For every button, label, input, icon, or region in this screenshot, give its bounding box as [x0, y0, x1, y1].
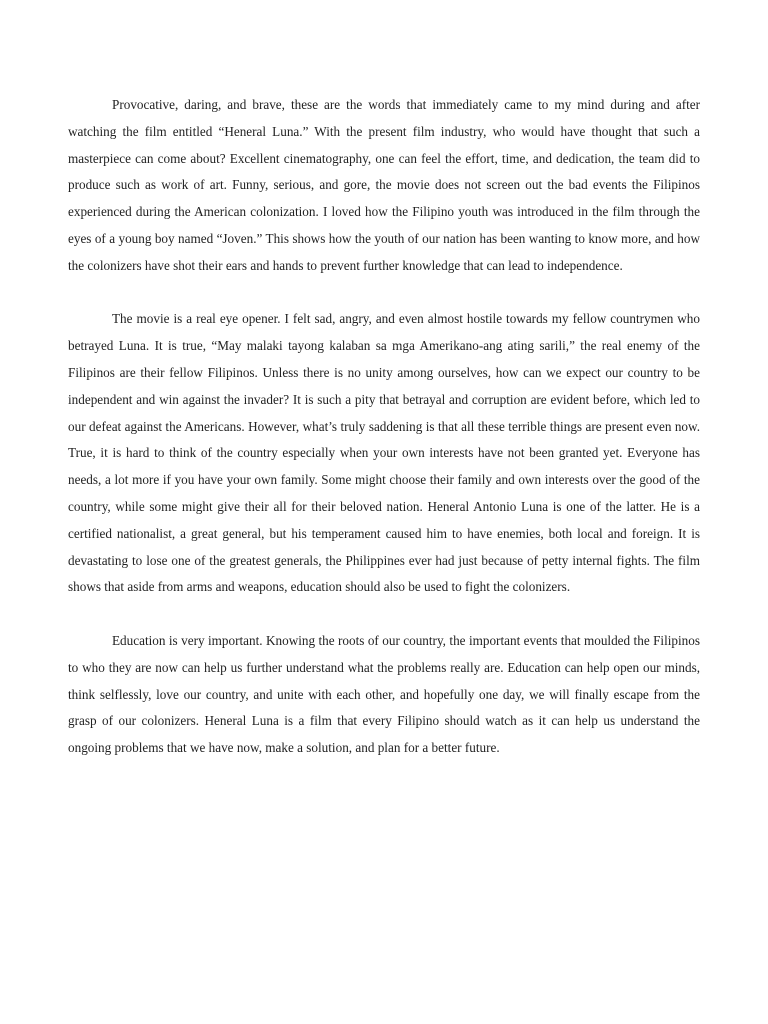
paragraph-1: Provocative, daring, and brave, these are the words that immediately came to my mind during and after watching the film entitled “Heneral Luna.” With the present film industry, who would have thought that such a masterpiece can come about? Excellent cinematography, one can feel the effort, time, and dedication, the team did to produce such as work of art. Funny, serious, and gore, the movie does not screen out the bad events the Filipinos experienced during the American colonization. I loved how the Filipino youth was introduced in the film through the eyes of a young boy named “Joven.” This shows how the youth of our nation has been wanting to know more, and how the colonizers have shot their ears and hands to prevent further knowledge that can lead to independence. [68, 97, 700, 273]
document-body [68, 92, 700, 789]
paragraph-2: The movie is a real eye opener. I felt sad, angry, and even almost hostile towards my fellow countrymen who betrayed Luna. It is true, “May malaki tayong kalaban sa mga Amerikano-ang ating sarili,” the real enemy of the Filipinos are their fellow Filipinos. Unless there is no unity among ourselves, how can we expect our country to be independent and win against the invader? It is such a pity that betrayal and corruption are evident before, which led to our defeat against the Americans. However, what’s truly saddening is that all these terrible things are present even now. True, it is hard to think of the country especially when your own interests have not been granted yet. Everyone has needs, a lot more if you have your own family. Some might choose their family and own interests over the good of the country, while some might give their all for their beloved nation. Heneral Antonio Luna is one of the latter. He is a certified nationalist, a great general, but his temperament caused him to have enemies, both local and foreign. It is devastating to lose one of the greatest generals, the Philippines ever had just because of petty internal fights. The film shows that aside from arms and weapons, education should also be used to fight the colonizers. [68, 311, 700, 595]
paragraph-3: Education is very important. Knowing the roots of our country, the important events that moulded the Filipinos to who they are now can help us further understand what the problems really are. Education can help open our minds, think selflessly, love our country, and unite with each other, and hopefully one day, we will finally escape from the grasp of our colonizers. Heneral Luna is a film that every Filipino should watch as it can help us understand the ongoing problems that we have now, make a solution, and plan for a better future. [68, 632, 700, 756]
